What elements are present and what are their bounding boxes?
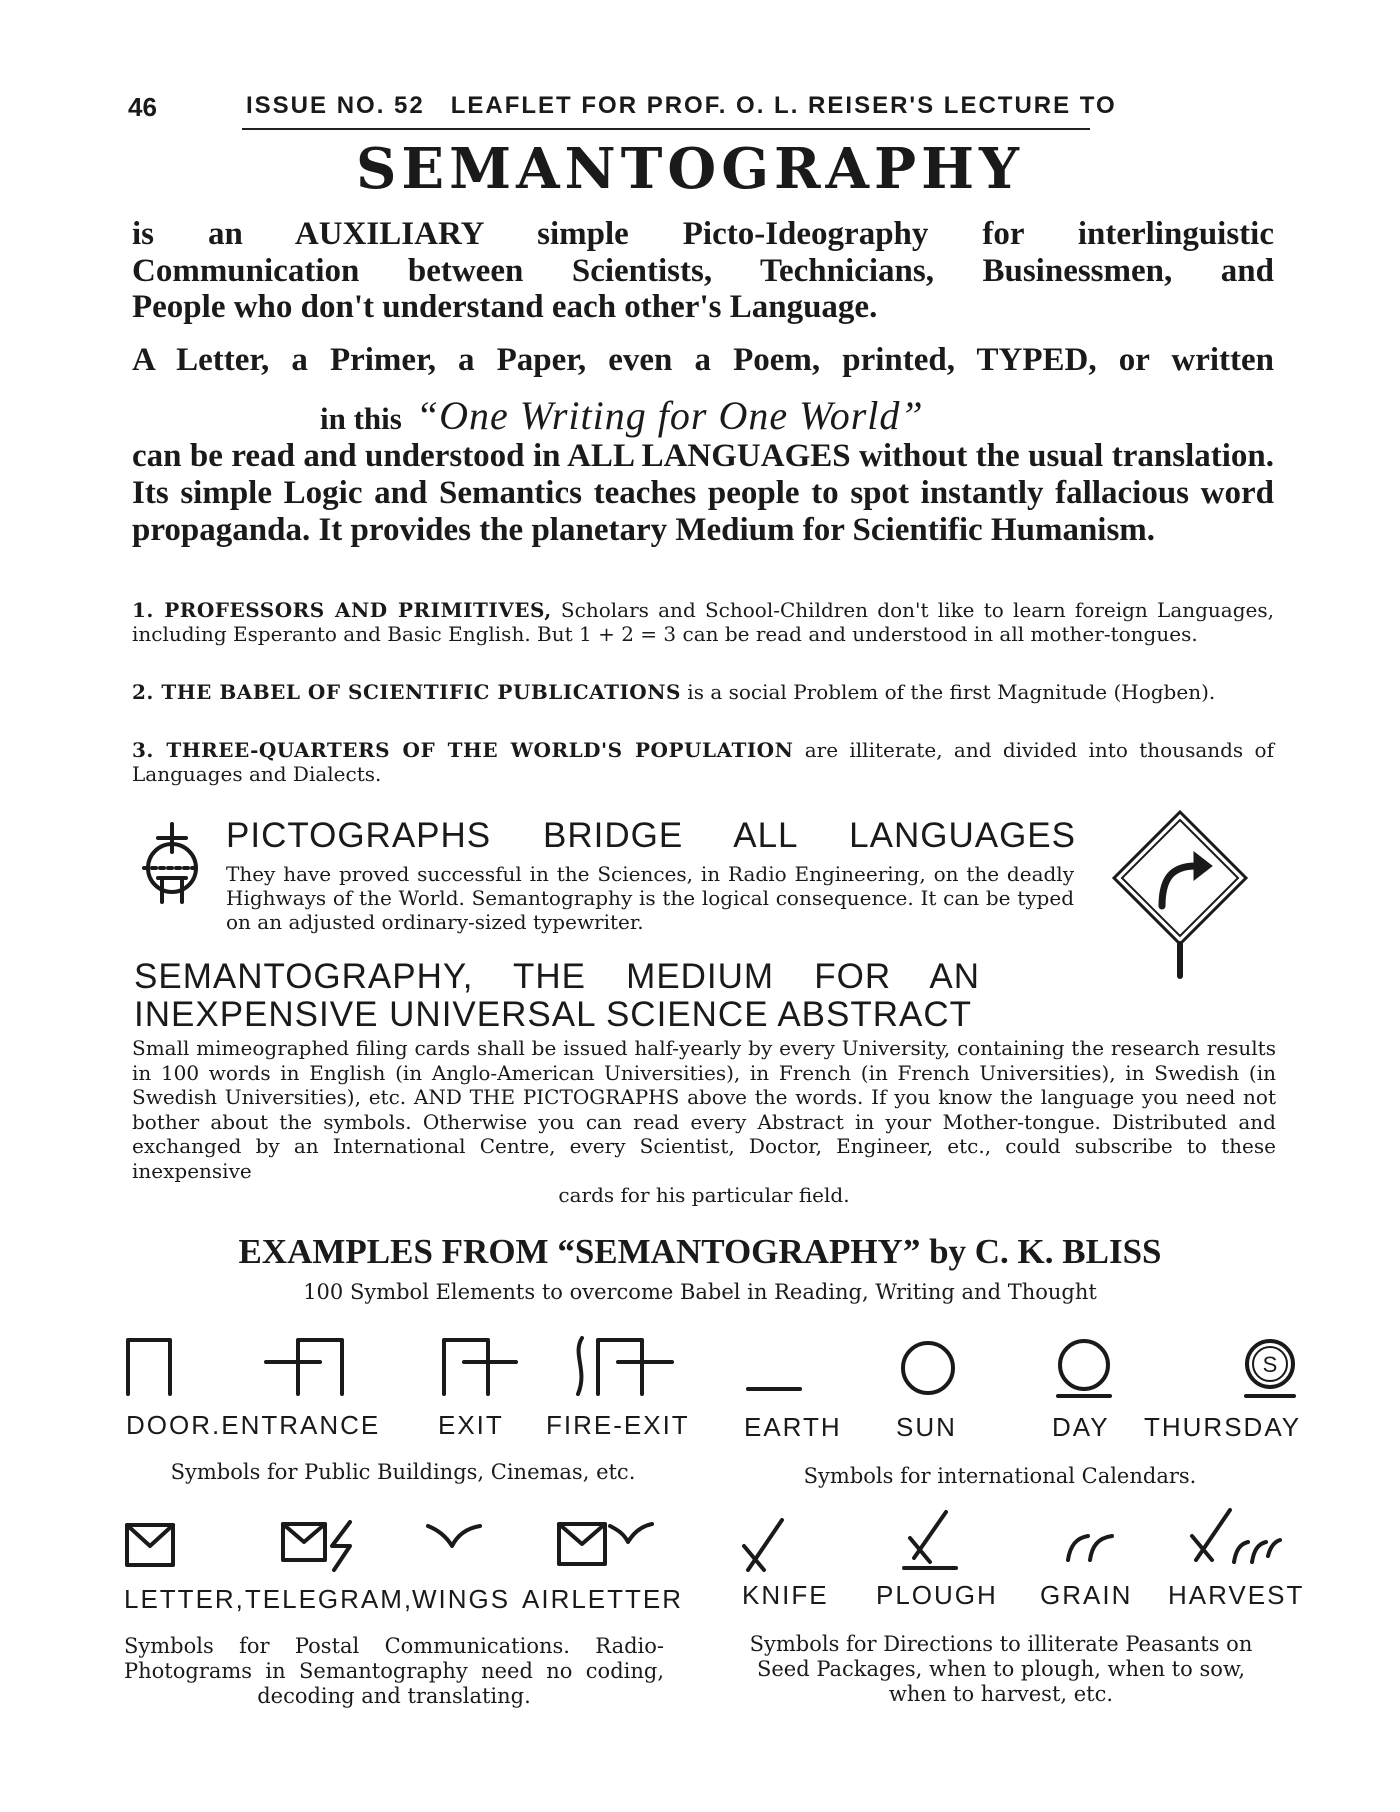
airletter-symbol-icon <box>556 1518 656 1568</box>
intro-line: Communication between Scientists, Technicians, Businessmen, and <box>132 252 1274 289</box>
label-day: DAY <box>1052 1412 1110 1442</box>
grain-symbol-icon <box>1062 1532 1122 1562</box>
point-text: Scholars and School-Children don't like to learn foreign Languages, including Esperanto and Basic English. But 1 + 2 = 3 can be read and understood in all mother-tongues. <box>132 598 1274 646</box>
knife-symbol-icon <box>738 1516 788 1576</box>
pictographs-text: They have proved successful in the Sciences, in Radio Engineering, on the deadly Highways of the World. Semantography is the logical consequence. It can be typed on an adjusted ordinary-sized typewriter. <box>226 862 1074 934</box>
point-lead: 1. PROFESSORS AND PRIMITIVES, <box>132 598 552 622</box>
caption-public-buildings: Symbols for Public Buildings, Cinemas, etc. <box>170 1460 636 1484</box>
running-head: ISSUE NO. 52 LEAFLET FOR PROF. O. L. REISER'S LECTURE TO <box>246 92 1117 119</box>
point-lead: 2. THE BABEL OF SCIENTIFIC PUBLICATIONS <box>132 680 681 704</box>
label-thursday: THURSDAY <box>1144 1412 1302 1442</box>
exit-symbol-icon <box>440 1336 520 1396</box>
road-sign-turn-right-icon <box>1110 808 1250 978</box>
intro-line: People who don't understand each other's Language. <box>132 289 878 325</box>
point-3 <box>132 738 1274 786</box>
label-airletter: AIRLETTER <box>522 1584 684 1614</box>
abstract-last-line: cards for his particular field. <box>558 1183 850 1207</box>
one-writing-line <box>320 392 924 439</box>
label-sun: SUN <box>896 1412 957 1442</box>
caption-peasants: Symbols for Directions to illiterate Peasants on Seed Packages, when to plough, when to sow, when to harvest, etc. <box>749 1632 1253 1706</box>
abstract-title-line: INEXPENSIVE UNIVERSAL SCIENCE ABSTRACT <box>134 995 973 1034</box>
abstract-title-line: SEMANTOGRAPHY, THE MEDIUM FOR AN <box>134 957 980 996</box>
intro-line: is an AUXILIARY simple Picto-Ideography for interlinguistic <box>132 216 1274 252</box>
examples-subtitle: 100 Symbol Elements to overcome Babel in Reading, Writing and Thought <box>303 1280 1097 1304</box>
label-earth: EARTH <box>744 1412 842 1442</box>
harvest-symbol-icon <box>1186 1506 1282 1566</box>
fire-exit-symbol-icon <box>568 1334 678 1398</box>
page-title: SEMANTOGRAPHY <box>355 136 1024 202</box>
label-wings: WINGS <box>412 1584 511 1614</box>
point-text: are illiterate, and divided into thousands of Languages and Dialects. <box>132 738 1274 786</box>
label-grain: GRAIN <box>1040 1580 1133 1610</box>
day-symbol-icon <box>1054 1338 1114 1400</box>
radio-valve-symbol-icon <box>136 822 208 908</box>
point-lead: 3. THREE-QUARTERS OF THE WORLD'S POPULATION <box>132 738 794 762</box>
plough-symbol-icon <box>900 1508 960 1574</box>
point-text: is a social Problem of the first Magnitude (Hogben). <box>680 680 1216 704</box>
can-be-read-paragraph <box>132 438 1274 549</box>
label-knife: KNIFE <box>742 1580 829 1610</box>
label-plough: PLOUGH <box>876 1580 998 1610</box>
telegram-symbol-icon <box>280 1518 360 1574</box>
page-number: 46 <box>128 92 157 122</box>
pictographs-title: PICTOGRAPHS BRIDGE ALL LANGUAGES <box>226 816 1076 855</box>
one-writing-quote: “One Writing for One World” <box>415 393 924 438</box>
earth-symbol-icon <box>746 1384 802 1394</box>
wings-symbol-icon <box>424 1520 484 1550</box>
thursday-letter: S <box>1262 1352 1278 1377</box>
caption-postal: Symbols for Postal Communications. Radio-Photograms in Semantography need no coding, decoding and translating. <box>124 1634 664 1708</box>
letter-line: A Letter, a Primer, a Paper, even a Poem, printed, TYPED, or written <box>132 342 1274 378</box>
caption-calendars: Symbols for international Calendars. <box>803 1464 1197 1488</box>
intro-paragraph <box>132 216 1274 326</box>
can-be-read-text: can be read and understood in ALL LANGUAGES without the usual translation. Its simple Logic and Semantics teaches people to spot instantly fallacious word propaganda. It provides the planetary Medium for Scientific Humanism. <box>132 438 1274 548</box>
door-entrance-symbol-icon <box>124 1336 174 1396</box>
label-exit: EXIT <box>438 1410 504 1440</box>
abstract-text <box>132 1036 1276 1208</box>
abstract-body: Small mimeographed filing cards shall be issued half-yearly by every University, containing the research results in 100 words in English (in Anglo-American Universities), in French (in French Universities), in Swedish (in Swedish Universities), etc. AND THE PICTOGRAPHS above the words. If you know the language you need not bother about the symbols. Otherwise you can read every Abstract in your Mother-tongue. Distributed and exchanged by an International Centre, every Scientist, Doctor, Engineer, etc., could subscribe to these inexpensive <box>132 1036 1276 1183</box>
label-fire-exit: FIRE-EXIT <box>546 1410 690 1440</box>
point-2 <box>132 680 1274 704</box>
label-door-entrance: DOOR.ENTRANCE <box>126 1410 381 1440</box>
letter-symbol-icon <box>124 1522 176 1568</box>
entrance-symbol-icon <box>262 1336 352 1396</box>
abstract-title <box>134 958 1144 1034</box>
thursday-symbol-icon <box>1242 1338 1298 1400</box>
label-harvest: HARVEST <box>1168 1580 1305 1610</box>
point-1 <box>132 598 1274 646</box>
label-letter-telegram: LETTER,TELEGRAM, <box>124 1584 414 1614</box>
header-rule <box>242 128 1090 130</box>
sun-symbol-icon <box>898 1338 958 1398</box>
in-this-text: in this <box>320 401 402 436</box>
examples-title: EXAMPLES FROM “SEMANTOGRAPHY” by C. K. BLISS <box>238 1232 1162 1271</box>
